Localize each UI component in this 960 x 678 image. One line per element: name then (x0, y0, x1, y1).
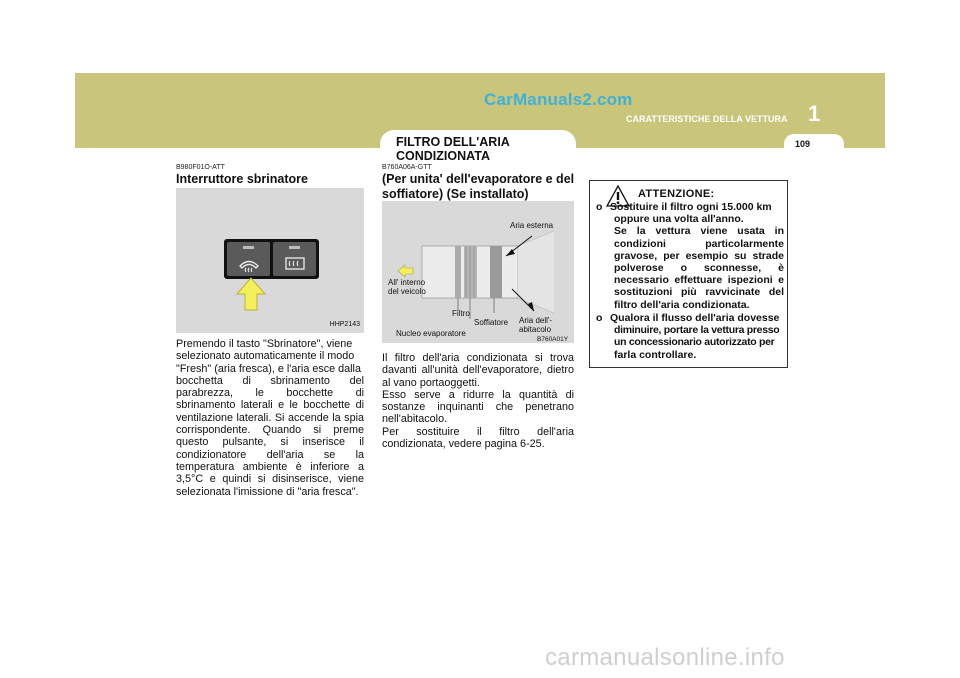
warning-item (596, 201, 784, 311)
middle-paragraph (382, 352, 574, 450)
filter-element (455, 246, 461, 298)
rear-defrost-button (273, 242, 316, 276)
text-line: Esso serve a ridurre la quantità di (382, 388, 574, 401)
photo-code: HHP2143 (329, 321, 360, 328)
label-line: Aria dell'- (519, 316, 553, 325)
section-title (396, 135, 510, 163)
text-line: condizionata, vedere pagina 6-25. (382, 438, 545, 451)
warning-item-text (610, 201, 784, 311)
text-line: corrispondente. Quando si preme (176, 424, 364, 437)
indicator-light (289, 246, 300, 249)
inside-air-arrow-icon (398, 265, 413, 277)
figure-code: B760A01Y (537, 336, 569, 343)
text-line: necessario effettuare ispezioni e (614, 274, 784, 287)
text-line: condizionatore dell'aria se la (176, 448, 364, 461)
text-line: Premendo il tasto "Sbrinatore", viene (176, 338, 353, 350)
text-line: gravose, per esempio su strade (614, 249, 784, 262)
label-outside-air: Aria esterna (510, 221, 554, 230)
windshield-defrost-icon (238, 255, 260, 273)
chapter-number: 1 (808, 101, 821, 126)
text-line: ventilazione laterali. Si accende la spia (176, 411, 364, 424)
middle-section-code: B760A06A-GTT (382, 164, 432, 171)
text-line: sbrinamento laterali e le bocchette di (176, 399, 364, 412)
chapter-title: CARATTERISTICHE DELLA VETTURA (626, 114, 788, 124)
text-line: davanti all'unità dell'evaporatore, dietro (382, 364, 574, 377)
site-logo[interactable]: CarManuals2.com (484, 90, 633, 109)
text-line: diminuire, portare la vettura presso (614, 324, 780, 337)
text-line: condizioni particolarmente (614, 237, 784, 250)
section-title-line-1: FILTRO DELL'ARIA (396, 135, 510, 149)
page-number: 109 (795, 139, 811, 149)
heading-line-2: soffiatore) (Se installato) (382, 186, 529, 201)
warning-item (596, 312, 784, 361)
air-filter-diagram (382, 201, 574, 343)
label-filter: Filtro (452, 309, 470, 318)
label-line: abitacolo (519, 325, 552, 334)
label-evaporator-core: Nucleo evaporatore (396, 329, 466, 338)
heading-line-1: (Per unita' dell'evaporatore e del (382, 172, 575, 186)
middle-heading (382, 172, 574, 201)
text-line: filtro dell'aria condizionata. (614, 298, 750, 311)
text-line: sostanze inquinanti che penetrano (382, 401, 574, 414)
warning-title: ATTENZIONE: (638, 188, 715, 200)
text-line: selezionato automaticamente il modo (176, 350, 355, 363)
switch-panel (224, 239, 319, 279)
label-cabin-air (519, 316, 552, 334)
text-line: bocchetta di sbrinamento del (176, 374, 364, 387)
text-line: selezionata l'imissione di "aria fresca". (176, 485, 359, 498)
text-line: sostituzioni più ravvicinate del (614, 286, 784, 299)
text-line: farla controllare. (614, 348, 697, 361)
arrow-up-icon (236, 277, 266, 311)
blower (490, 246, 502, 298)
label-inside-vehicle (388, 278, 426, 296)
section-title-line-2: CONDIZIONATA (396, 149, 490, 163)
rear-window-defrost-icon (284, 255, 306, 273)
text-line: nell'abitacolo. (382, 413, 448, 426)
text-line: parabrezza, le bocchette di (176, 387, 364, 400)
warning-box (589, 180, 788, 368)
left-heading: Interruttore sbrinatore (176, 172, 308, 186)
defroster-switch-photo (176, 188, 364, 333)
text-line: oppure una volta all'anno. (614, 213, 744, 226)
text-line: al vano portaoggetti. (382, 376, 480, 389)
bullet: o (596, 201, 603, 213)
text-line: polverose o sconnesse, è (614, 262, 784, 275)
text-line: Il filtro dell'aria condizionata si trova (382, 352, 574, 364)
text-line: Per sostituire il filtro dell'aria (382, 425, 574, 438)
text-line: un concessionario autorizzato per (614, 336, 775, 349)
text-line: Se la vettura viene usata in (614, 225, 784, 238)
label-line: All' interno (388, 278, 426, 287)
text-line: "Fresh" (aria fresca), e l'aria esce dalla (176, 362, 361, 375)
text-line: 3,5°C e quindi si disinserisce, viene (176, 473, 364, 486)
text-line: Qualora il flusso dell'aria dovesse (610, 312, 780, 324)
watermark: carmanualsonline.info (545, 644, 785, 671)
left-paragraph (176, 338, 364, 498)
label-line: del veicolo (388, 287, 426, 296)
text-line: questo pulsante, si inserisce il (176, 436, 364, 449)
text-line: Sostituire il filtro ogni 15.000 km (610, 201, 772, 213)
page-number-tab (784, 134, 844, 156)
bullet: o (596, 312, 603, 324)
left-section-code: B980F01O-ATT (176, 164, 225, 171)
front-defrost-button (227, 242, 270, 276)
label-blower: Soffiatore (474, 318, 509, 327)
text-line: temperatura ambiente è inferiore a (176, 460, 364, 473)
indicator-light (243, 246, 254, 249)
warning-item-text (610, 312, 784, 361)
